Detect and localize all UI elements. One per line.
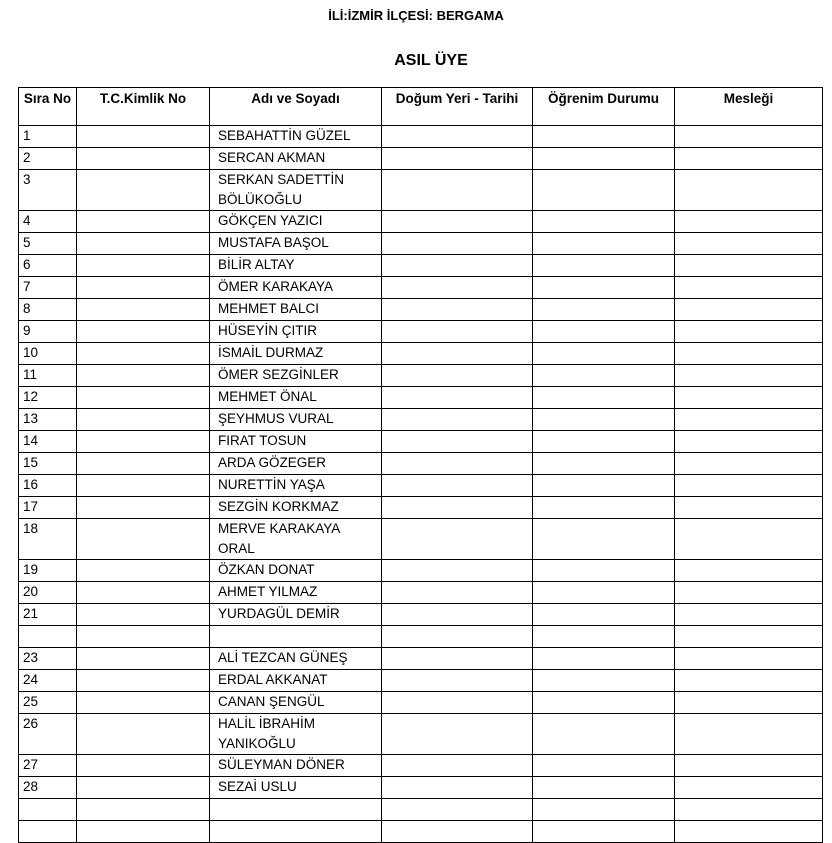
cell-tc-kimlik-no [77, 648, 210, 670]
cell-tc-kimlik-no [77, 475, 210, 497]
table-row [19, 714, 823, 755]
column-header-dogum-yeri-tarihi: Doğum Yeri - Tarihi [382, 88, 533, 126]
cell-dogum-yeri-tarihi [382, 170, 533, 211]
cell-meslegi [675, 170, 823, 211]
document-title: ASIL ÜYE [394, 52, 468, 69]
cell-dogum-yeri-tarihi [382, 560, 533, 582]
cell-sira-no: 17 [19, 497, 77, 519]
table-row [19, 799, 823, 821]
table-row [19, 387, 823, 409]
cell-tc-kimlik-no [77, 365, 210, 387]
cell-dogum-yeri-tarihi [382, 692, 533, 714]
cell-meslegi [675, 453, 823, 475]
cell-adi-soyadi: ERDAL AKKANAT [210, 670, 382, 692]
cell-dogum-yeri-tarihi [382, 255, 533, 277]
cell-dogum-yeri-tarihi [382, 755, 533, 777]
cell-ogrenim-durumu [533, 453, 675, 475]
cell-ogrenim-durumu [533, 497, 675, 519]
cell-sira-no [19, 799, 77, 821]
cell-tc-kimlik-no [77, 777, 210, 799]
cell-sira-no: 6 [19, 255, 77, 277]
cell-meslegi [675, 387, 823, 409]
cell-ogrenim-durumu [533, 755, 675, 777]
cell-adi-soyadi: ÖZKAN DONAT [210, 560, 382, 582]
cell-tc-kimlik-no [77, 799, 210, 821]
cell-adi-soyadi: ŞEYHMUS VURAL [210, 409, 382, 431]
cell-ogrenim-durumu [533, 670, 675, 692]
cell-ogrenim-durumu [533, 387, 675, 409]
cell-meslegi [675, 475, 823, 497]
cell-meslegi [675, 365, 823, 387]
cell-meslegi [675, 821, 823, 843]
cell-sira-no: 24 [19, 670, 77, 692]
cell-dogum-yeri-tarihi [382, 626, 533, 648]
cell-sira-no: 2 [19, 148, 77, 170]
cell-adi-soyadi: BİLİR ALTAY [210, 255, 382, 277]
cell-dogum-yeri-tarihi [382, 519, 533, 560]
column-header-meslegi: Mesleği [675, 88, 823, 126]
cell-dogum-yeri-tarihi [382, 714, 533, 755]
cell-tc-kimlik-no [77, 343, 210, 365]
cell-tc-kimlik-no [77, 560, 210, 582]
cell-sira-no: 26 [19, 714, 77, 755]
table-row [19, 582, 823, 604]
cell-tc-kimlik-no [77, 670, 210, 692]
cell-sira-no: 11 [19, 365, 77, 387]
cell-dogum-yeri-tarihi [382, 582, 533, 604]
cell-tc-kimlik-no [77, 299, 210, 321]
cell-ogrenim-durumu [533, 148, 675, 170]
cell-ogrenim-durumu [533, 343, 675, 365]
cell-adi-soyadi: ARDA GÖZEGER [210, 453, 382, 475]
table-row [19, 560, 823, 582]
cell-dogum-yeri-tarihi [382, 365, 533, 387]
cell-ogrenim-durumu [533, 365, 675, 387]
cell-tc-kimlik-no [77, 692, 210, 714]
cell-sira-no: 8 [19, 299, 77, 321]
table-row [19, 233, 823, 255]
table-row [19, 170, 823, 211]
cell-sira-no: 1 [19, 126, 77, 148]
cell-adi-soyadi: SEZGİN KORKMAZ [210, 497, 382, 519]
table-row [19, 343, 823, 365]
cell-dogum-yeri-tarihi [382, 670, 533, 692]
cell-sira-no: 19 [19, 560, 77, 582]
cell-tc-kimlik-no [77, 604, 210, 626]
table-row [19, 475, 823, 497]
cell-tc-kimlik-no [77, 755, 210, 777]
cell-dogum-yeri-tarihi [382, 148, 533, 170]
cell-meslegi [675, 299, 823, 321]
table-row [19, 431, 823, 453]
cell-meslegi [675, 777, 823, 799]
table-row [19, 148, 823, 170]
cell-sira-no [19, 626, 77, 648]
cell-meslegi [675, 255, 823, 277]
cell-meslegi [675, 126, 823, 148]
cell-meslegi [675, 582, 823, 604]
cell-sira-no: 27 [19, 755, 77, 777]
table-row [19, 626, 823, 648]
cell-meslegi [675, 670, 823, 692]
cell-ogrenim-durumu [533, 170, 675, 211]
cell-tc-kimlik-no [77, 321, 210, 343]
cell-tc-kimlik-no [77, 821, 210, 843]
cell-ogrenim-durumu [533, 604, 675, 626]
table-row [19, 453, 823, 475]
cell-tc-kimlik-no [77, 409, 210, 431]
cell-sira-no: 5 [19, 233, 77, 255]
cell-ogrenim-durumu [533, 648, 675, 670]
cell-meslegi [675, 211, 823, 233]
cell-sira-no: 9 [19, 321, 77, 343]
cell-meslegi [675, 648, 823, 670]
cell-ogrenim-durumu [533, 126, 675, 148]
cell-adi-soyadi: HALİL İBRAHİM YANIKOĞLU [210, 714, 382, 755]
cell-dogum-yeri-tarihi [382, 648, 533, 670]
cell-meslegi [675, 755, 823, 777]
cell-adi-soyadi: MUSTAFA BAŞOL [210, 233, 382, 255]
table-row [19, 126, 823, 148]
cell-ogrenim-durumu [533, 777, 675, 799]
cell-sira-no: 7 [19, 277, 77, 299]
cell-dogum-yeri-tarihi [382, 497, 533, 519]
cell-adi-soyadi: NURETTİN YAŞA [210, 475, 382, 497]
table-row [19, 755, 823, 777]
location-header: İLİ:İZMİR İLÇESİ: BERGAMA [328, 8, 504, 23]
cell-adi-soyadi: İSMAİL DURMAZ [210, 343, 382, 365]
table-row [19, 211, 823, 233]
table-row [19, 821, 823, 843]
table-row [19, 519, 823, 560]
members-table [18, 87, 823, 843]
cell-tc-kimlik-no [77, 170, 210, 211]
cell-meslegi [675, 233, 823, 255]
table-row [19, 692, 823, 714]
cell-sira-no: 3 [19, 170, 77, 211]
cell-sira-no: 10 [19, 343, 77, 365]
cell-tc-kimlik-no [77, 519, 210, 560]
cell-adi-soyadi: HÜSEYİN ÇITIR [210, 321, 382, 343]
table-header-row [19, 88, 823, 126]
cell-dogum-yeri-tarihi [382, 126, 533, 148]
cell-tc-kimlik-no [77, 233, 210, 255]
cell-adi-soyadi: MERVE KARAKAYA ORAL [210, 519, 382, 560]
cell-sira-no: 4 [19, 211, 77, 233]
cell-adi-soyadi: ALİ TEZCAN GÜNEŞ [210, 648, 382, 670]
cell-tc-kimlik-no [77, 582, 210, 604]
column-header-ogrenim-durumu: Öğrenim Durumu [533, 88, 675, 126]
table-row [19, 648, 823, 670]
cell-ogrenim-durumu [533, 321, 675, 343]
cell-ogrenim-durumu [533, 626, 675, 648]
cell-tc-kimlik-no [77, 277, 210, 299]
cell-meslegi [675, 799, 823, 821]
cell-sira-no: 12 [19, 387, 77, 409]
cell-sira-no: 18 [19, 519, 77, 560]
cell-adi-soyadi: AHMET YILMAZ [210, 582, 382, 604]
cell-dogum-yeri-tarihi [382, 475, 533, 497]
cell-dogum-yeri-tarihi [382, 431, 533, 453]
cell-dogum-yeri-tarihi [382, 277, 533, 299]
cell-tc-kimlik-no [77, 148, 210, 170]
cell-adi-soyadi: SEZAİ USLU [210, 777, 382, 799]
cell-meslegi [675, 277, 823, 299]
cell-meslegi [675, 714, 823, 755]
cell-sira-no [19, 821, 77, 843]
cell-adi-soyadi [210, 626, 382, 648]
cell-meslegi [675, 148, 823, 170]
table-row [19, 277, 823, 299]
cell-adi-soyadi [210, 821, 382, 843]
cell-ogrenim-durumu [533, 277, 675, 299]
cell-ogrenim-durumu [533, 692, 675, 714]
table-row [19, 409, 823, 431]
cell-sira-no: 21 [19, 604, 77, 626]
cell-adi-soyadi: YURDAGÜL DEMİR [210, 604, 382, 626]
cell-ogrenim-durumu [533, 560, 675, 582]
table-row [19, 777, 823, 799]
table-row [19, 670, 823, 692]
cell-ogrenim-durumu [533, 299, 675, 321]
table-row [19, 299, 823, 321]
cell-adi-soyadi: SERKAN SADETTİN BÖLÜKOĞLU [210, 170, 382, 211]
table-row [19, 497, 823, 519]
cell-tc-kimlik-no [77, 126, 210, 148]
cell-dogum-yeri-tarihi [382, 799, 533, 821]
cell-sira-no: 23 [19, 648, 77, 670]
table-row [19, 255, 823, 277]
cell-dogum-yeri-tarihi [382, 299, 533, 321]
cell-ogrenim-durumu [533, 255, 675, 277]
cell-adi-soyadi: GÖKÇEN YAZICI [210, 211, 382, 233]
cell-meslegi [675, 343, 823, 365]
cell-adi-soyadi: FIRAT TOSUN [210, 431, 382, 453]
cell-tc-kimlik-no [77, 431, 210, 453]
cell-adi-soyadi: SERCAN AKMAN [210, 148, 382, 170]
cell-sira-no: 14 [19, 431, 77, 453]
cell-ogrenim-durumu [533, 211, 675, 233]
cell-tc-kimlik-no [77, 387, 210, 409]
cell-meslegi [675, 626, 823, 648]
cell-meslegi [675, 604, 823, 626]
cell-adi-soyadi: MEHMET BALCI [210, 299, 382, 321]
cell-meslegi [675, 321, 823, 343]
cell-ogrenim-durumu [533, 582, 675, 604]
cell-adi-soyadi: MEHMET ÖNAL [210, 387, 382, 409]
column-header-tc-kimlik-no: T.C.Kimlik No [77, 88, 210, 126]
cell-dogum-yeri-tarihi [382, 343, 533, 365]
cell-ogrenim-durumu [533, 431, 675, 453]
cell-ogrenim-durumu [533, 821, 675, 843]
cell-dogum-yeri-tarihi [382, 211, 533, 233]
cell-sira-no: 15 [19, 453, 77, 475]
cell-ogrenim-durumu [533, 409, 675, 431]
table-row [19, 604, 823, 626]
cell-dogum-yeri-tarihi [382, 409, 533, 431]
cell-sira-no: 28 [19, 777, 77, 799]
cell-dogum-yeri-tarihi [382, 453, 533, 475]
cell-ogrenim-durumu [533, 519, 675, 560]
cell-meslegi [675, 519, 823, 560]
cell-sira-no: 13 [19, 409, 77, 431]
cell-sira-no: 20 [19, 582, 77, 604]
cell-adi-soyadi [210, 799, 382, 821]
cell-dogum-yeri-tarihi [382, 821, 533, 843]
cell-meslegi [675, 560, 823, 582]
cell-tc-kimlik-no [77, 211, 210, 233]
cell-adi-soyadi: ÖMER SEZGİNLER [210, 365, 382, 387]
table-row [19, 321, 823, 343]
cell-meslegi [675, 692, 823, 714]
cell-dogum-yeri-tarihi [382, 233, 533, 255]
cell-sira-no: 25 [19, 692, 77, 714]
cell-tc-kimlik-no [77, 497, 210, 519]
cell-adi-soyadi: ÖMER KARAKAYA [210, 277, 382, 299]
cell-dogum-yeri-tarihi [382, 604, 533, 626]
cell-adi-soyadi: SÜLEYMAN DÖNER [210, 755, 382, 777]
cell-ogrenim-durumu [533, 233, 675, 255]
cell-meslegi [675, 431, 823, 453]
table-row [19, 365, 823, 387]
cell-ogrenim-durumu [533, 799, 675, 821]
cell-adi-soyadi: SEBAHATTİN GÜZEL [210, 126, 382, 148]
cell-tc-kimlik-no [77, 714, 210, 755]
cell-tc-kimlik-no [77, 626, 210, 648]
cell-meslegi [675, 409, 823, 431]
cell-tc-kimlik-no [77, 255, 210, 277]
cell-ogrenim-durumu [533, 475, 675, 497]
cell-ogrenim-durumu [533, 714, 675, 755]
cell-dogum-yeri-tarihi [382, 321, 533, 343]
column-header-adi-soyadi: Adı ve Soyadı [210, 88, 382, 126]
cell-tc-kimlik-no [77, 453, 210, 475]
cell-dogum-yeri-tarihi [382, 387, 533, 409]
cell-adi-soyadi: CANAN ŞENGÜL [210, 692, 382, 714]
column-header-sira-no: Sıra No [19, 88, 77, 126]
cell-dogum-yeri-tarihi [382, 777, 533, 799]
cell-meslegi [675, 497, 823, 519]
cell-sira-no: 16 [19, 475, 77, 497]
